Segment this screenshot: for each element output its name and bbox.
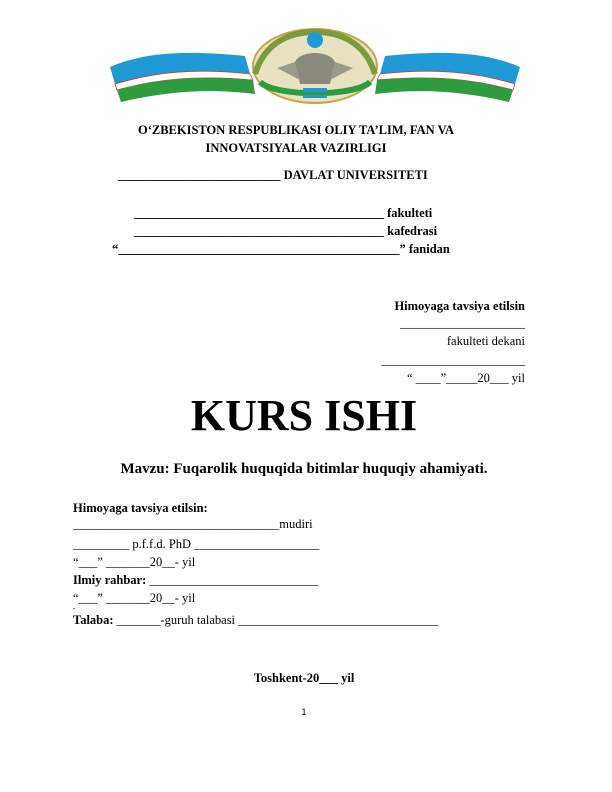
faculty-suffix: fakulteti	[387, 206, 433, 220]
dean-label: fakulteti dekani	[446, 334, 525, 348]
dash-mark: -	[73, 604, 76, 612]
faculty-blank: ________________________________________	[134, 206, 384, 220]
state-emblem-logo	[105, 22, 525, 104]
faculty-line	[134, 205, 432, 221]
student-blank: ________________________________	[238, 613, 439, 627]
advisor-line	[73, 572, 318, 588]
left-flag-icon	[110, 53, 255, 102]
degree-blank2: ____________________	[194, 537, 320, 551]
date-line-1: “___” _______20__- yil	[73, 555, 196, 569]
head-blank: _________________________________	[73, 517, 280, 531]
right-flag-icon	[375, 53, 520, 102]
department-suffix: kafedrasi	[387, 224, 438, 238]
university-suffix: DAVLAT UNIVERSITETI	[283, 168, 428, 182]
approval-left-title: Himoyaga tavsiya etilsin:	[73, 501, 208, 515]
head-line	[73, 516, 313, 532]
emblem-icon	[253, 29, 377, 103]
university-blank: __________________________	[118, 168, 281, 182]
city-year: Toshkent-20___ yil	[253, 671, 355, 685]
degree: p.f.f.d. PhD	[132, 537, 192, 551]
university-line	[118, 167, 428, 183]
approval-right-blank1: ____________________	[400, 316, 525, 330]
department-line	[134, 223, 437, 239]
student-label: Talaba:	[73, 613, 114, 627]
head-label: mudiri	[279, 517, 313, 531]
ministry-line1: O‘ZBEKISTON RESPUBLIKASI OLIY TA’LIM, FAN VA	[137, 123, 455, 137]
advisor-blank: ___________________________	[149, 573, 319, 587]
student-line	[73, 612, 438, 628]
topic: Mavzu: Fuqarolik huquqida bitimlar huquqiy ahamiyati.	[120, 461, 488, 477]
main-title: KURS ISHI	[190, 391, 418, 440]
subject-line: “_____________________________________________” fanidan	[112, 242, 450, 256]
approval-right-title: Himoyaga tavsiya etilsin	[394, 299, 525, 313]
student-group-blank: _______	[116, 613, 161, 627]
degree-line	[73, 536, 319, 552]
date-line-2: “___” _______20__- yil	[73, 591, 196, 605]
degree-blank: _________	[73, 537, 130, 551]
department-blank: ________________________________________	[134, 224, 384, 238]
advisor-label: Ilmiy rahbar:	[73, 573, 147, 587]
approval-right-date: “ ____”_____20___ yil	[406, 371, 525, 385]
ministry-line2: INNOVATSIYALAR VAZIRLIGI	[205, 141, 387, 155]
approval-right-blank2: _______________________	[381, 353, 525, 367]
student-group: -guruh talabasi	[160, 613, 236, 627]
page-number: 1	[301, 707, 307, 717]
